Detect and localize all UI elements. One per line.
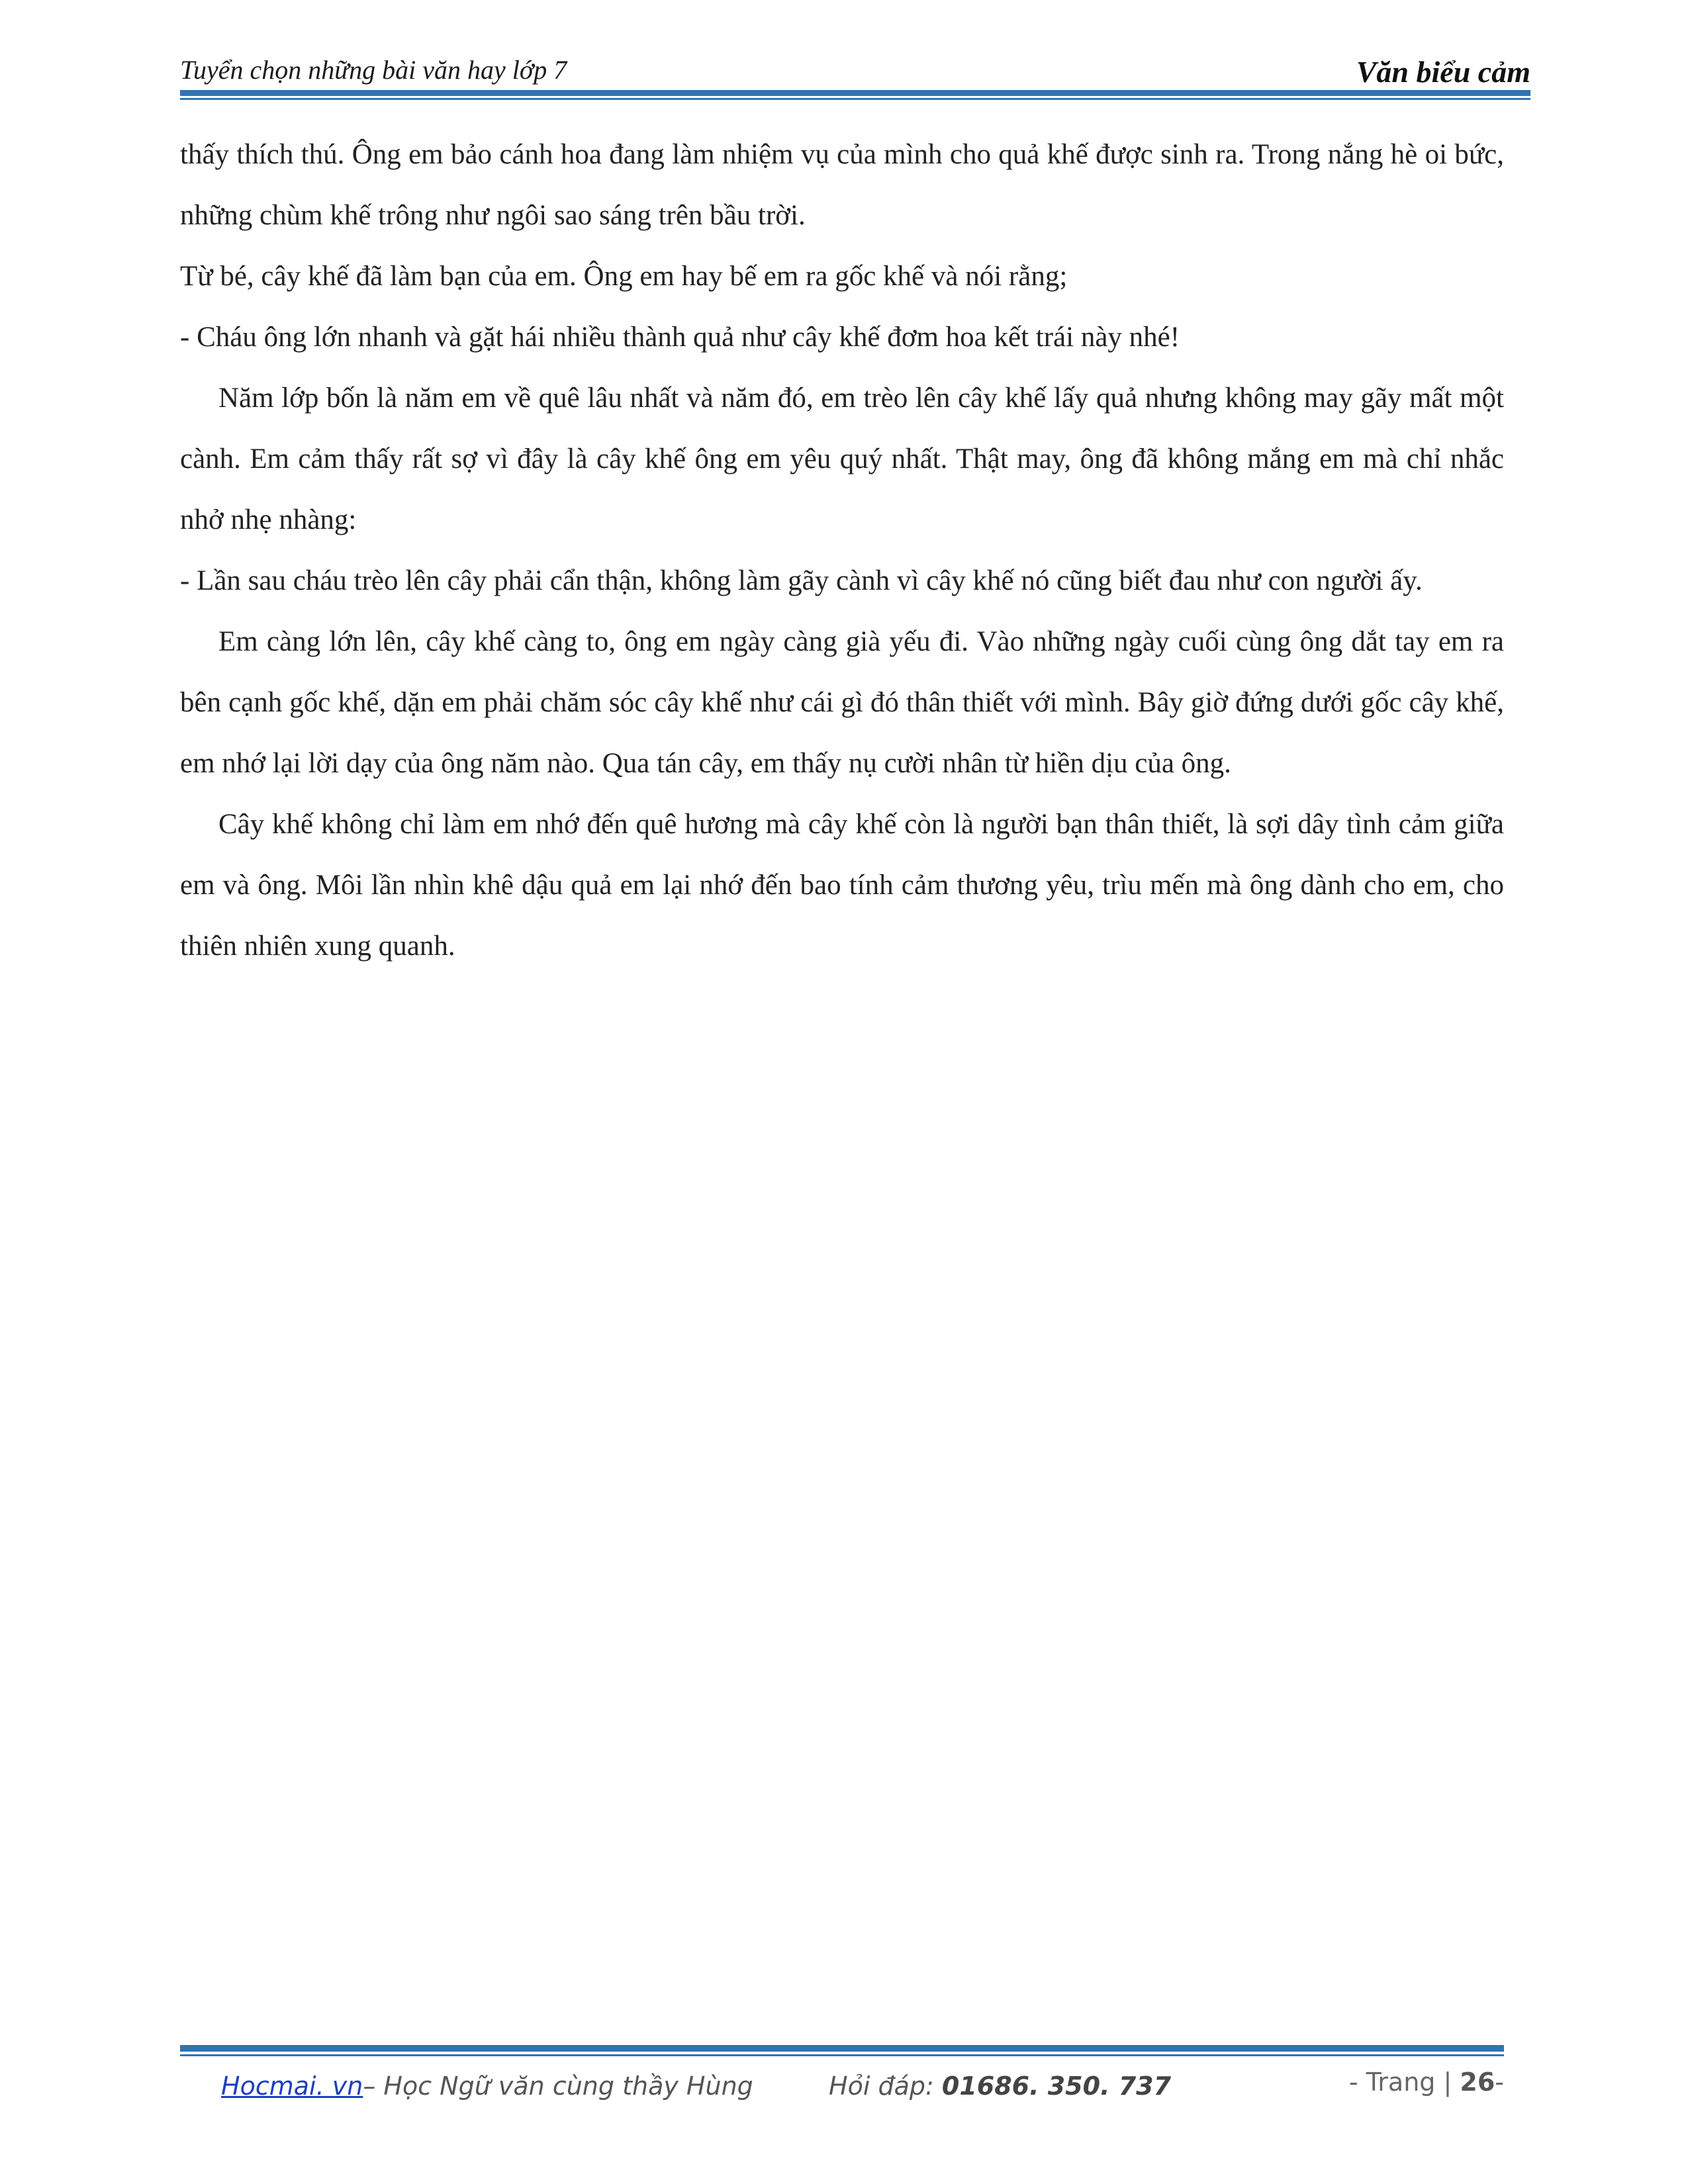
header-section-title: Văn biểu cảm: [1356, 55, 1530, 89]
page-label: - Trang |: [1348, 2068, 1460, 2097]
page-indicator: [1349, 2068, 1504, 2097]
paragraph: Cây khế không chỉ làm em nhớ đến quê hương mà cây khế còn là người bạn thân thiết, là sợi dây tình cảm giữa em và ông. Môi lần nhìn khê dậu quả em lại nhớ đến bao tính cảm thương yêu, trìu mến mà ông dành cho em, cho thiên nhiên xung quanh.: [180, 809, 1504, 962]
page-suffix: -: [1495, 2068, 1504, 2097]
header-book-title: Tuyển chọn những bài văn hay lớp 7: [180, 55, 567, 85]
site-link[interactable]: Hocmai. vn: [221, 2071, 363, 2101]
dialogue-line: - Cháu ông lớn nhanh và gặt hái nhiều thành quả như cây khế đơm hoa kết trái này nhé!: [180, 322, 1180, 353]
footer-divider-thin: [180, 2054, 1504, 2056]
page-number: 26: [1460, 2068, 1495, 2097]
hotline-number: 01686. 350. 737: [941, 2071, 1172, 2101]
paragraph: thấy thích thú. Ông em bảo cánh hoa đang làm nhiệm vụ của mình cho quả khế được sinh ra. Trong nắng hè oi bức, những chùm khế trông như ngôi sao sáng trên bầu trời.: [180, 139, 1504, 231]
footer-hotline: [829, 2071, 1171, 2101]
paragraph: Từ bé, cây khế đã làm bạn của em. Ông em hay bế em ra gốc khế và nói rằng;: [180, 261, 1068, 292]
paragraph: Năm lớp bốn là năm em về quê lâu nhất và năm đó, em trèo lên cây khế lấy quả nhưng không may gãy mất một cành. Em cảm thấy rất sợ vì đây là cây khế ông em yêu quý nhất. Thật may, ông đã không mắng em mà chỉ nhắc nhở nhẹ nhàng:: [180, 383, 1504, 535]
document-body: [180, 124, 1504, 977]
dialogue-line: - Lần sau cháu trèo lên cây phải cẩn thận, không làm gãy cành vì cây khế nó cũng biết đau như con người ấy.: [180, 565, 1423, 596]
paragraph: Em càng lớn lên, cây khế càng to, ông em ngày càng già yếu đi. Vào những ngày cuối cùng ông dắt tay em ra bên cạnh gốc khế, dặn em phải chăm sóc cây khế như cái gì đó thân thiết với mình. Bây giờ đứng dưới gốc cây khế, em nhớ lại lời dạy của ông năm nào. Qua tán cây, em thấy nụ cười nhân từ hiền dịu của ông.: [180, 626, 1504, 779]
page-footer: [180, 2068, 1504, 2111]
footer-site: [221, 2071, 753, 2101]
footer-divider: [180, 2045, 1504, 2052]
hotline-label: Hỏi đáp:: [829, 2071, 942, 2101]
header-divider-thin: [180, 98, 1530, 100]
header-divider: [180, 90, 1530, 96]
site-tagline: – Học Ngữ văn cùng thầy Hùng: [363, 2071, 753, 2101]
